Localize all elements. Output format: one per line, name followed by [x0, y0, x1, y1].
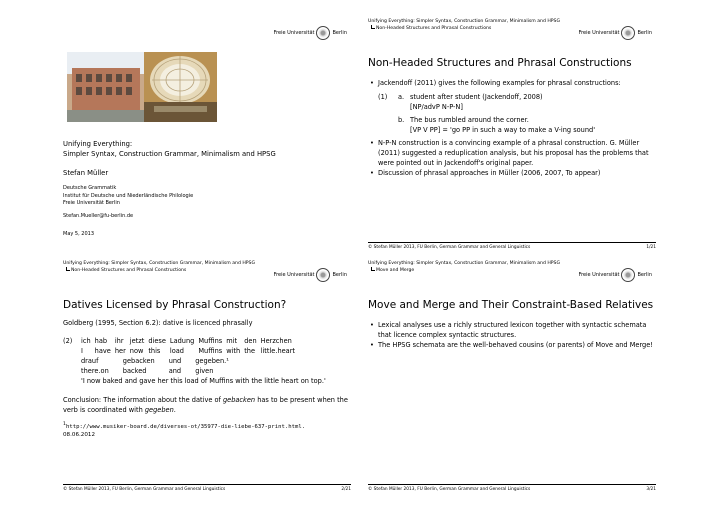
presentation-title-line1: Unifying Everything:	[63, 140, 133, 148]
logo-right-text: Berlin	[332, 272, 347, 278]
footer-copyright: © Stefan Müller 2013, FU Berlin, German Grammar and General Linguistics	[368, 487, 531, 492]
slide-phrasal-constructions	[360, 15, 664, 252]
gloss-lines-1	[81, 336, 295, 356]
gloss-word: the	[244, 347, 256, 355]
gloss-word: und	[168, 357, 182, 365]
example-2	[63, 336, 351, 376]
affiliation-line1: Deutsche Grammatik	[63, 185, 117, 191]
gloss-word: this	[148, 347, 161, 355]
fu-logo	[274, 268, 347, 282]
header-title: Unifying Everything: Simpler Syntax, Construction Grammar, Minimalism and HPSG	[368, 19, 561, 24]
logo-left-text: Freie Universität	[578, 272, 620, 278]
gloss-word: gegeben.¹	[195, 357, 229, 365]
gloss-word: diese	[148, 337, 166, 345]
bullet: • Lexical analyses use a richly structured lexicon together with syntactic schemata that licence complex syntactic structures.	[378, 320, 656, 340]
example-a-text: student after student (Jackendoff, 2008)	[410, 93, 543, 101]
slide-move-merge	[360, 257, 664, 494]
footer-copyright: © Stefan Müller 2013, FU Berlin, German Grammar and General Linguistics	[368, 245, 531, 250]
gloss-word: jetzt	[129, 337, 145, 345]
example-a-structure: [NP/advP N-P-N]	[410, 103, 463, 111]
gloss-word: and	[168, 367, 182, 375]
author-email: Stefan.Mueller@fu-berlin.de	[63, 213, 134, 219]
logo-left-text: Freie Universität	[273, 30, 315, 36]
example-number: (1)	[378, 93, 388, 101]
gloss-word: Ladung	[169, 337, 195, 345]
university-seal-icon	[316, 26, 330, 40]
logo-left-text: Freie Universität	[578, 30, 620, 36]
gloss-word: backed	[122, 367, 147, 375]
slide-datives	[55, 257, 359, 494]
footnote: $^1$http://www.musiker-board.de/diverses-ot/35977-die-liebe-637-print.html. 08.06.2012	[63, 422, 306, 439]
affiliation-line2: Institut für Deutsche und Niederländische Philologie	[63, 192, 194, 199]
gloss-word: load	[169, 347, 184, 355]
example-b-structure: [VP V PP] = 'go PP in such a way to make a V-ing sound'	[410, 126, 596, 134]
example-1: (1) a. student after student (Jackendoff, 2008) [NP/advP N-P-N] b. The bus rumbled around the corner. [VP V PP] = 'go PP in such a way to make a V-ing sound'	[378, 93, 596, 134]
gloss-word: hab	[94, 337, 108, 345]
slide-header	[63, 260, 255, 274]
gloss-word: Muffins	[198, 347, 223, 355]
slide-header	[368, 18, 560, 32]
gloss-word: I	[81, 347, 83, 355]
gloss-word: ihr	[114, 337, 124, 345]
gloss-word: there.on	[81, 367, 109, 375]
gloss-word: now	[129, 347, 144, 355]
slide-header	[368, 260, 560, 274]
gloss-word: gebacken	[122, 357, 155, 365]
fu-logo	[579, 26, 652, 40]
logo-right-text: Berlin	[332, 30, 347, 36]
header-section: Non-Headed Structures and Phrasal Constructions	[63, 267, 255, 274]
slide-footer	[368, 487, 656, 492]
example-number: (2)	[63, 337, 73, 345]
slide-title	[55, 15, 359, 252]
bullet: • N-P-N construction is a convincing example of a phrasal construction. G. Müller (2011) suggested a reduplication analysis, but his proposal has the problems that were pointed out in Jackendoff's original paper.	[378, 138, 656, 168]
logo-left-text: Freie Universität	[273, 272, 315, 278]
gloss-word: little.heart	[260, 347, 296, 355]
affiliation-line3: Freie Universität Berlin	[63, 200, 120, 206]
slide-footer	[368, 245, 656, 250]
page-number: 3/21	[646, 487, 656, 492]
gloss-lines-2	[81, 356, 295, 376]
footnote-link[interactable]: http://www.musiker-board.de/diverses-ot/35977-die-liebe-637-print.html.	[65, 423, 306, 430]
building-photo	[67, 52, 144, 122]
slide-title: Non-Headed Structures and Phrasal Constructions	[368, 57, 632, 69]
gloss-word: den	[244, 337, 257, 345]
logo-right-text: Berlin	[637, 272, 652, 278]
gloss-word: her	[114, 347, 126, 355]
university-seal-icon	[316, 268, 330, 282]
slide-title: Datives Licensed by Phrasal Construction?	[63, 299, 287, 311]
gloss-word: Herzchen	[260, 337, 292, 345]
gloss-word: have	[94, 347, 111, 355]
gloss-word: with	[226, 347, 241, 355]
header-section: Non-Headed Structures and Phrasal Constructions	[368, 25, 560, 32]
university-seal-icon	[621, 268, 635, 282]
example-b-text: The bus rumbled around the corner.	[410, 116, 529, 124]
intro-text: Goldberg (1995, Section 6.2): dative is licenced phrasally	[63, 319, 253, 327]
author-name: Stefan Müller	[63, 169, 109, 177]
university-seal-icon	[621, 26, 635, 40]
fu-logo	[274, 26, 347, 40]
bullet: • Jackendoff (2011) gives the following examples for phrasal constructions:	[378, 78, 656, 88]
slide-title: Move and Merge and Their Constraint-Based Relatives	[368, 299, 654, 311]
gloss-word: ich	[81, 337, 91, 345]
bullet: • The HPSG schemata are the well-behaved cousins (or parents) of Move and Merge!	[378, 340, 656, 350]
presentation-date: May 5, 2013	[63, 231, 95, 237]
page-number: 1/21	[646, 245, 656, 250]
header-section: Move and Merge	[368, 267, 560, 274]
gloss-word: drauf	[81, 357, 99, 365]
logo-right-text: Berlin	[637, 30, 652, 36]
translation: 'I now baked and gave her this load of Muffins with the little heart on top.'	[81, 377, 326, 385]
fu-logo	[579, 268, 652, 282]
library-dome-photo	[144, 52, 217, 122]
page-number: 2/21	[341, 487, 351, 492]
presentation-title-line2: Simpler Syntax, Construction Grammar, Minimalism and HPSG	[63, 150, 276, 158]
slide-footer	[63, 487, 351, 492]
gloss-word: given	[195, 367, 214, 375]
gloss-word: mit	[226, 337, 238, 345]
header-title: Unifying Everything: Simpler Syntax, Construction Grammar, Minimalism and HPSG	[63, 261, 256, 266]
conclusion: Conclusion: The information about the dative of gebacken has to be present when the verb is coordinated with gegeben.	[63, 396, 348, 414]
bullet: • Discussion of phrasal approaches in Müller (2006, 2007, To appear)	[378, 168, 656, 178]
header-title: Unifying Everything: Simpler Syntax, Construction Grammar, Minimalism and HPSG	[368, 261, 561, 266]
footer-copyright: © Stefan Müller 2013, FU Berlin, German Grammar and General Linguistics	[63, 487, 226, 492]
gloss-word: Muffins	[198, 337, 223, 345]
